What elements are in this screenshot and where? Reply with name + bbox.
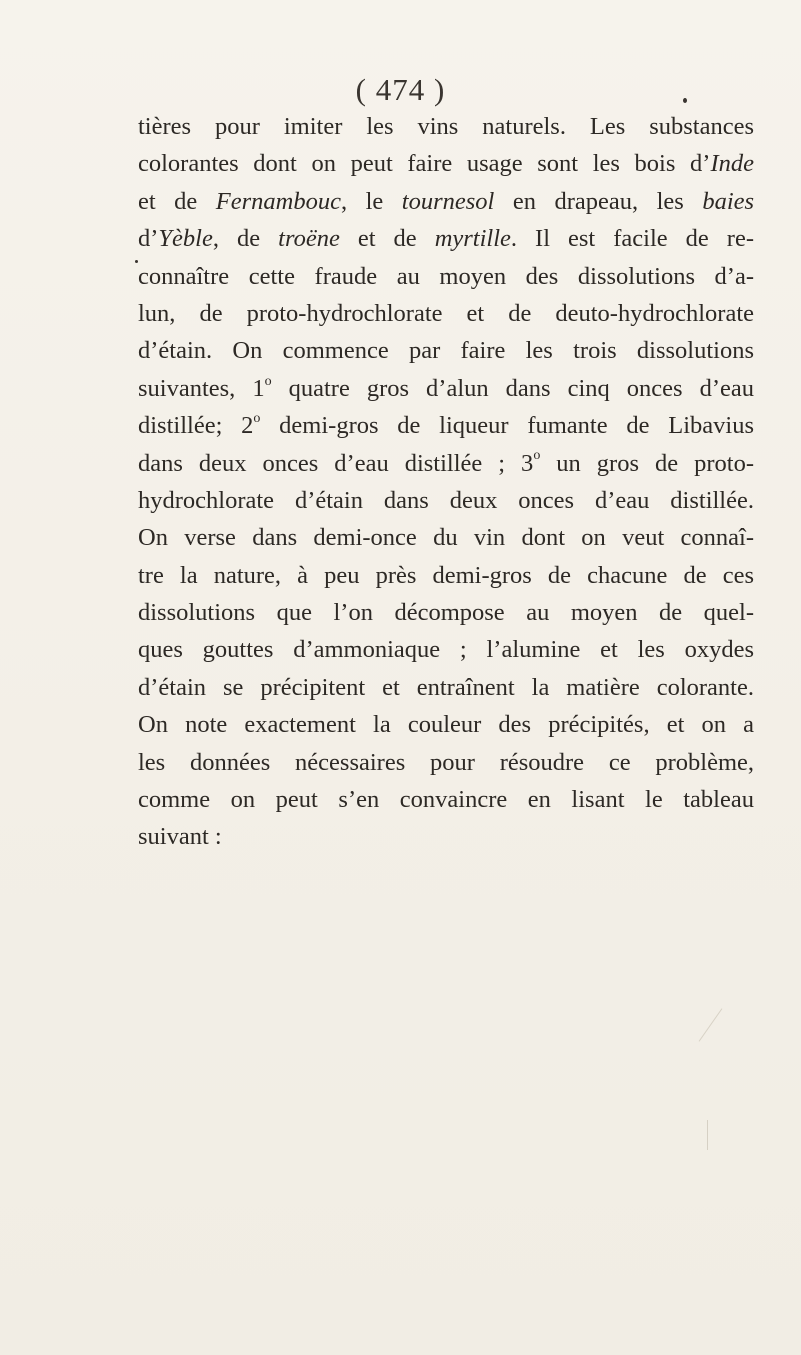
ink-speck [683, 98, 687, 103]
paper-crease [707, 1120, 708, 1150]
italic-term: baies [702, 187, 755, 215]
ordinal-superscript: o [264, 373, 272, 389]
text-line: On verse dans demi-once du vin dont on veut connaî- [138, 524, 754, 552]
text-line: colorantes dont on peut faire usage sont les bois d’Inde [138, 150, 754, 178]
text-line: suivant : [138, 823, 222, 851]
text-line: d’étain se précipitent et entraînent la matière colorante. [138, 673, 754, 701]
text-line: suivantes, 1$^o$ quatre gros d’alun dans cinq onces d’eau [138, 373, 754, 402]
paper-crease [699, 1008, 723, 1041]
italic-term: Fernambouc [215, 187, 341, 215]
ordinal-superscript: o [253, 410, 261, 426]
text-line: d’Yèble, de troëne et de myrtille. Il est facile de re- [138, 225, 754, 253]
italic-term: myrtille [434, 225, 511, 253]
text-line: hydrochlorate d’étain dans deux onces d’eau distillée. [138, 486, 754, 514]
italic-term: troëne [278, 225, 340, 253]
text-line: dans deux onces d’eau distillée ; 3$^o$ un gros de proto- [138, 448, 754, 477]
text-line: distillée; 2$^o$ demi-gros de liqueur fumante de Libavius [138, 410, 755, 440]
text-line: connaître cette fraude au moyen des dissolutions d’a- [138, 262, 754, 290]
body-text [138, 108, 754, 856]
text-line: dissolutions que l’on décompose au moyen de quel- [138, 599, 754, 627]
text-line: tre la nature, à peu près demi-gros de chacune de ces [138, 561, 754, 589]
text-line: tières pour imiter les vins naturels. Les substances [138, 113, 754, 140]
text-line: comme on peut s’en convaincre en lisant le tableau [138, 786, 754, 814]
text-line: d’étain. On commence par faire les trois dissolutions [138, 337, 754, 365]
ordinal-superscript: o [533, 448, 541, 464]
italic-term: Yèble [158, 225, 213, 253]
text-line: lun, de proto-hydrochlorate et de deuto-hydrochlorate [138, 299, 754, 327]
text-line: et de Fernambouc, le tournesol en drapeau, les baies [138, 187, 755, 215]
text-line: les données nécessaires pour résoudre ce problème, [138, 748, 754, 776]
text-line: On note exactement la couleur des précipités, et on a [138, 711, 754, 739]
italic-term: Inde [710, 150, 754, 178]
text-line: ques gouttes d’ammoniaque ; l’alumine et les oxydes [138, 636, 754, 664]
page-number: ( 474 ) [355, 72, 446, 107]
italic-term: tournesol [401, 187, 495, 215]
